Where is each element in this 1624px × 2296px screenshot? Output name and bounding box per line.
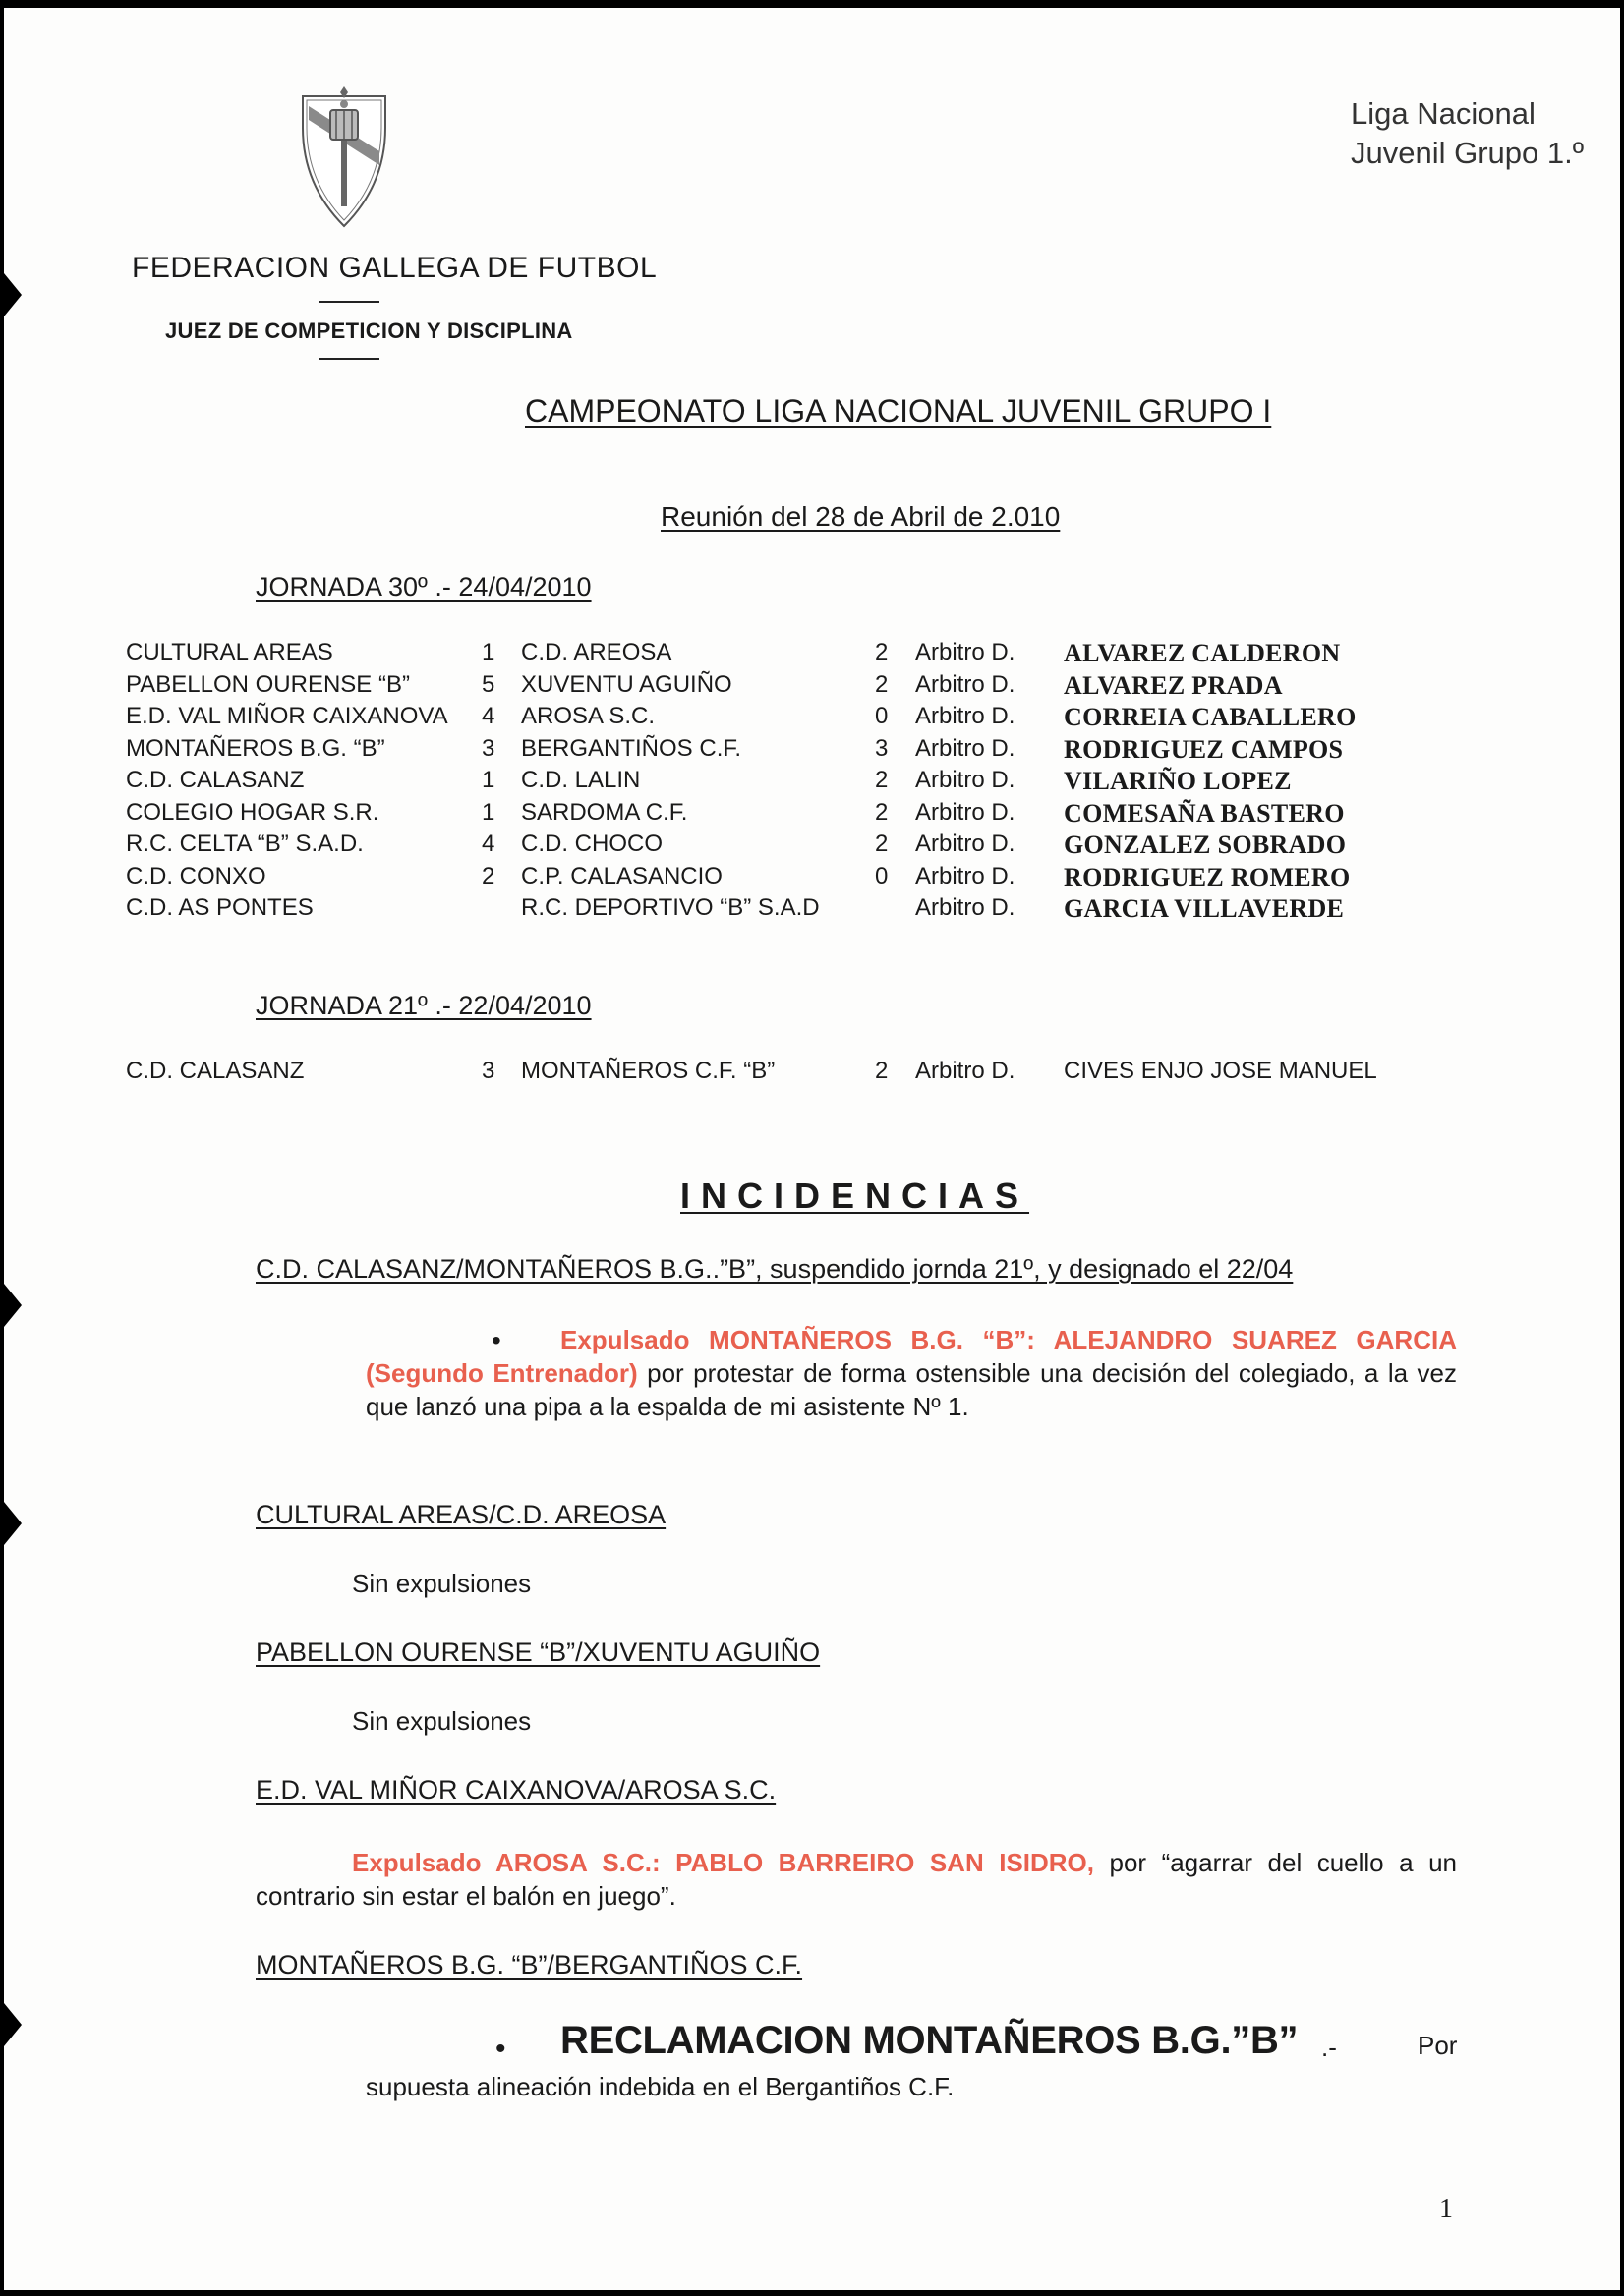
incident-heading: CULTURAL AREAS/C.D. AREOSA [256,1500,667,1529]
office-name: JUEZ DE COMPETICION Y DISCIPLINA [165,318,573,343]
claim-title: RECLAMACION MONTAÑEROS B.G.”B” [560,2019,1299,2062]
away-team: MONTAÑEROS C.F. “B” [521,1058,776,1084]
referee-name: CIVES ENJO JOSE MANUEL [1064,1058,1377,1084]
paper-tear-mark [4,1284,22,1327]
away-score: 2 [875,798,889,826]
away-team: BERGANTIÑOS C.F. [521,734,742,762]
home-team: CULTURAL AREAS [126,639,333,665]
bullet: • [492,1325,501,1355]
federation-name: FEDERACION GALLEGA DE FUTBOL [132,252,658,284]
referee-name: COMESAÑA BASTERO [1064,798,1345,828]
home-score: 4 [482,831,495,857]
match-row [4,735,1616,767]
home-team: COLEGIO HOGAR S.R. [126,798,379,826]
incident-heading: C.D. CALASANZ/MONTAÑEROS B.G..”B”, suspendido jornda 21º, y designado el 22/04 [256,1254,1294,1284]
match-row [4,863,1616,894]
referee-name: GONZALEZ SOBRADO [1064,831,1347,859]
away-team: C.D. CHOCO [521,831,663,857]
paper-tear-mark [4,2003,22,2046]
expulsion-highlight: Expulsado MONTAÑEROS B.G. “B”: ALEJANDRO SUAREZ GARCIA (Segundo Entrenador) [366,1325,1457,1388]
referee-label: Arbitro D. [915,1058,1015,1084]
federation-crest-shield-icon [299,83,389,230]
home-score: 1 [482,798,495,826]
referee-label: Arbitro D. [915,767,1015,793]
home-score: 3 [482,1058,495,1084]
away-score: 2 [875,767,889,793]
document-title: CAMPEONATO LIGA NACIONAL JUVENIL GRUPO I [525,393,1272,429]
referee-label: Arbitro D. [915,798,1015,826]
referee-label: Arbitro D. [915,894,1015,921]
away-score: 2 [875,831,889,857]
away-team: AROSA S.C. [521,703,656,729]
home-score: 5 [482,670,495,698]
referee-label: Arbitro D. [915,639,1015,665]
referee-label: Arbitro D. [915,862,1015,890]
away-team: SARDOMA C.F. [521,798,688,826]
incident-text: Sin expulsiones [352,1569,532,1598]
claim-separator: .- [1321,2033,1337,2062]
home-team: C.D. CALASANZ [126,1058,305,1084]
home-score: 2 [482,862,495,890]
home-team: E.D. VAL MIÑOR CAIXANOVA [126,703,448,729]
incident-description: por protestar de forma ostensible una decisión del colegiado, a la vez que lanzó una pipa a la espalda de mi asistente Nº 1. [366,1358,1457,1421]
group-label: Liga Nacional Juvenil Grupo 1.º [1351,96,1585,170]
match-row [4,1058,1616,1089]
incident-text [256,1846,1457,1913]
match-row [4,671,1616,703]
home-score: 1 [482,639,495,665]
home-team: C.D. CALASANZ [126,767,305,793]
referee-name: ALVAREZ PRADA [1064,670,1283,700]
referee-name: ALVAREZ CALDERON [1064,639,1341,667]
incidencias-title: INCIDENCIAS [680,1176,1030,1216]
expulsion-highlight: Expulsado AROSA S.C.: PABLO BARREIRO SAN ISIDRO, [352,1848,1095,1877]
jornada-21-title: JORNADA 21º .- 22/04/2010 [256,991,592,1020]
home-score: 1 [482,767,495,793]
match-row [4,767,1616,798]
divider [319,358,379,360]
claim-por: Por [1418,2031,1458,2060]
referee-name: RODRIGUEZ ROMERO [1064,862,1351,891]
referee-name: GARCIA VILLAVERDE [1064,894,1345,923]
incident-description: por “agarrar del cuello a un contrario sin estar el balón en juego”. [256,1848,1457,1911]
bullet: • [495,2033,506,2065]
paper-tear-mark [4,1502,22,1545]
referee-label: Arbitro D. [915,831,1015,857]
away-score: 2 [875,670,889,698]
home-team: PABELLON OURENSE “B” [126,670,410,698]
home-team: R.C. CELTA “B” S.A.D. [126,831,364,857]
home-team: C.D. AS PONTES [126,894,314,921]
referee-name: CORREIA CABALLERO [1064,703,1357,731]
jornada-30-title: JORNADA 30º .- 24/04/2010 [256,572,592,602]
referee-name: RODRIGUEZ CAMPOS [1064,734,1344,764]
away-score: 0 [875,862,889,890]
match-row [4,894,1616,926]
referee-label: Arbitro D. [915,670,1015,698]
incident-text [366,1323,1457,1423]
document-page [4,8,1620,2290]
home-team: C.D. CONXO [126,862,266,890]
incident-text: Sin expulsiones [352,1706,532,1736]
referee-label: Arbitro D. [915,734,1015,762]
claim-text: supuesta alineación indebida en el Bergantiños C.F. [366,2072,955,2101]
away-score: 3 [875,734,889,762]
away-team: XUVENTU AGUIÑO [521,670,732,698]
incident-heading: E.D. VAL MIÑOR CAIXANOVA/AROSA S.C. [256,1775,777,1805]
away-score: 2 [875,1058,889,1084]
home-score: 3 [482,734,495,762]
match-row [4,831,1616,862]
incident-heading: PABELLON OURENSE “B”/XUVENTU AGUIÑO [256,1637,821,1667]
paper-tear-mark [4,273,22,316]
away-score: 0 [875,703,889,729]
referee-name: VILARIÑO LOPEZ [1064,767,1292,795]
away-score: 2 [875,639,889,665]
divider [319,301,379,303]
page-number: 1 [1439,2194,1453,2224]
away-team: R.C. DEPORTIVO “B” S.A.D [521,894,820,921]
away-team: C.P. CALASANCIO [521,862,723,890]
home-team: MONTAÑEROS B.G. “B” [126,734,385,762]
match-row [4,799,1616,831]
match-row [4,639,1616,670]
home-score: 4 [482,703,495,729]
away-team: C.D. AREOSA [521,639,672,665]
match-row [4,703,1616,734]
referee-label: Arbitro D. [915,703,1015,729]
away-team: C.D. LALIN [521,767,641,793]
meeting-date: Reunión del 28 de Abril de 2.010 [661,501,1061,532]
incident-heading: MONTAÑEROS B.G. “B”/BERGANTIÑOS C.F. [256,1950,803,1980]
